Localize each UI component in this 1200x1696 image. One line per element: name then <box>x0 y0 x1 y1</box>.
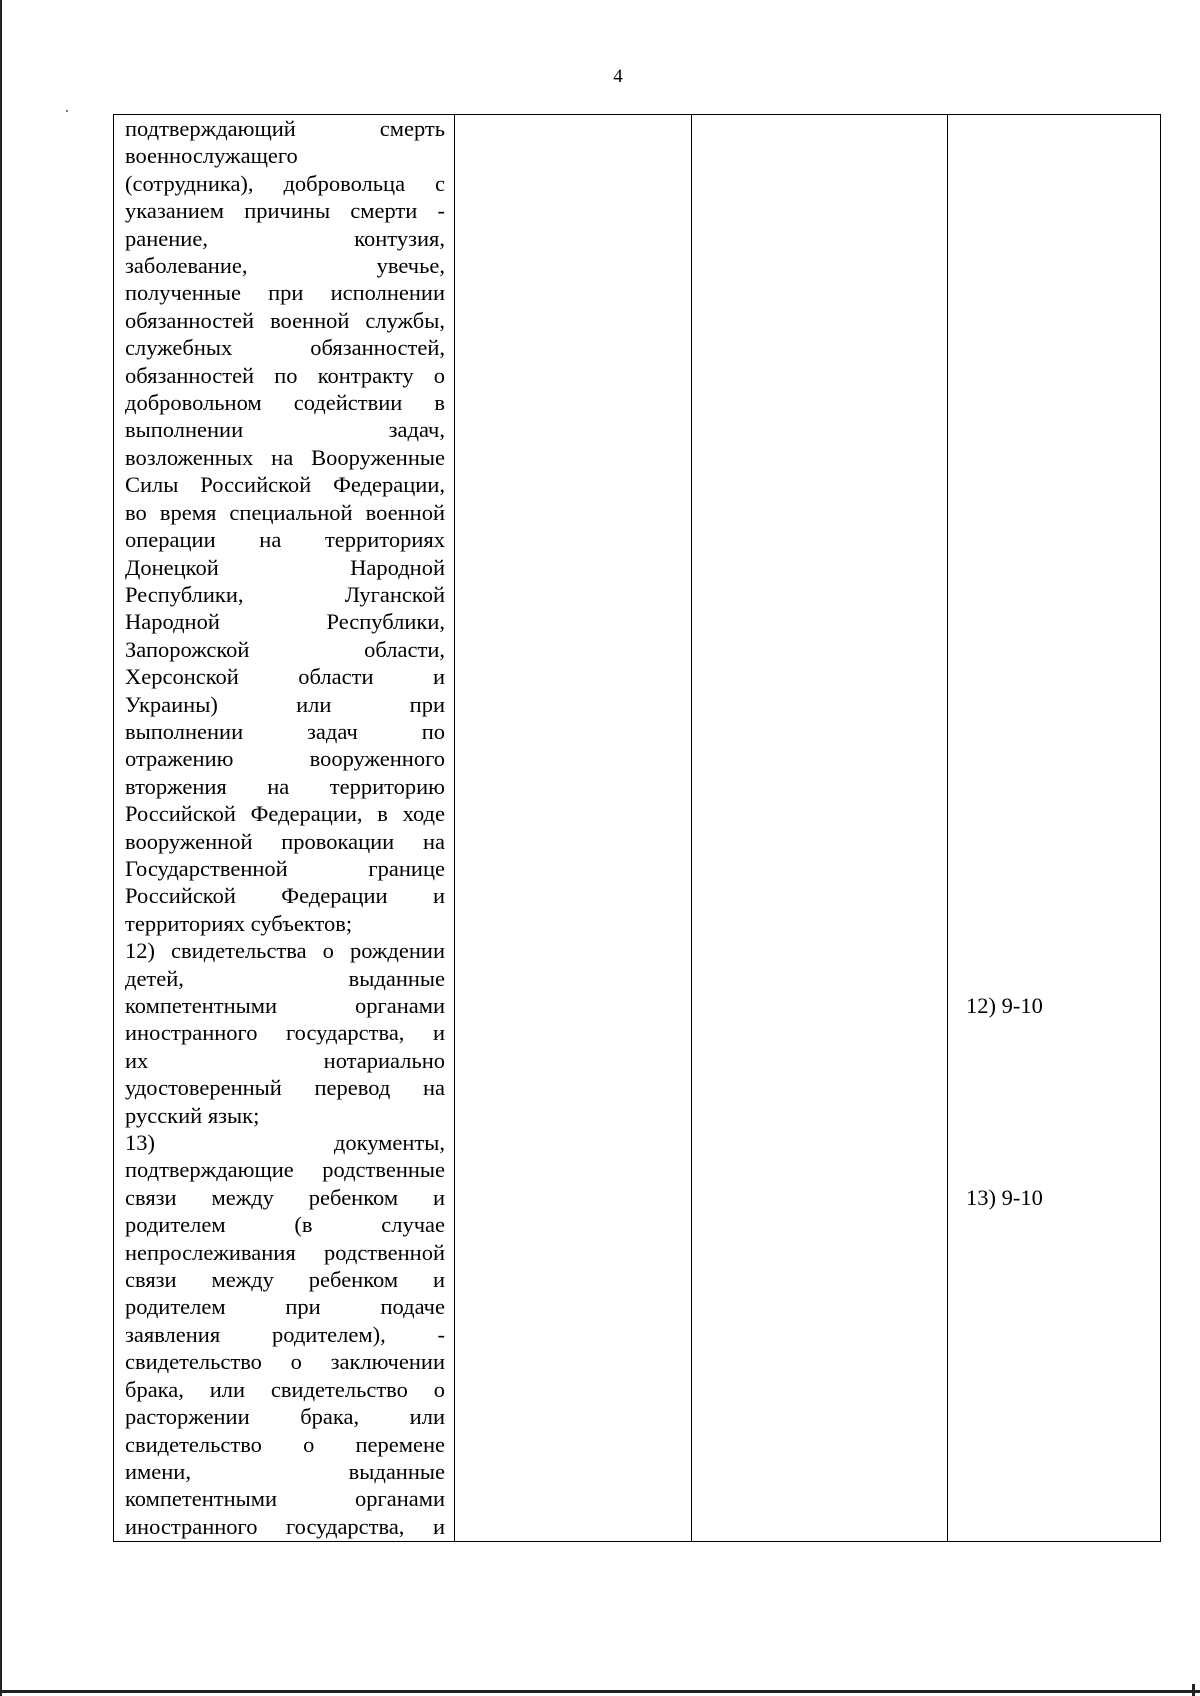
column-divider-3 <box>947 115 948 1541</box>
description-line: во время специальной военной <box>125 499 445 525</box>
description-line: подтверждающий смерть <box>125 116 445 141</box>
scan-edge-mark <box>1192 1684 1195 1696</box>
description-line: подтверждающие родственные <box>125 1157 445 1183</box>
scan-artifact <box>66 110 68 112</box>
column-divider-2 <box>691 115 692 1541</box>
description-line: указанием причины смерти - <box>125 198 445 224</box>
description-line: родителем (в случае <box>125 1212 445 1238</box>
description-line: полученные при исполнении <box>125 280 445 306</box>
document-description-column <box>125 115 445 1540</box>
description-line: Народной Республики, <box>125 609 445 635</box>
description-line: родителем при подаче <box>125 1294 445 1320</box>
description-line: их нотариально <box>125 1047 445 1073</box>
description-line: связи между ребенком и <box>125 1184 445 1210</box>
description-line: вооруженной провокации на <box>125 828 445 854</box>
description-line: связи между ребенком и <box>125 1267 445 1293</box>
description-line: отражению вооруженного <box>125 746 445 772</box>
description-line: обязанностей по контракту о <box>125 362 445 388</box>
description-line: ранение, контузия, <box>125 225 445 251</box>
description-line: добровольном содействии в <box>125 390 445 416</box>
description-line: компетентными органами <box>125 1486 445 1512</box>
description-line: Российской Федерации и <box>125 883 445 909</box>
description-line: Государственной границе <box>125 855 445 881</box>
description-line: заболевание, увечье, <box>125 253 445 279</box>
description-line: русский язык; <box>125 1102 260 1128</box>
description-line: вторжения на территорию <box>125 773 445 799</box>
description-line: Республики, Луганской <box>125 581 445 607</box>
description-line: обязанностей военной службы, <box>125 307 445 333</box>
description-line: иностранного государства, и <box>125 1513 445 1539</box>
description-line: свидетельство о перемене <box>125 1431 445 1457</box>
description-line: военнослужащего <box>125 143 298 169</box>
description-line: компетентными органами <box>125 993 445 1018</box>
description-line: детей, выданные <box>125 965 445 991</box>
page-number: 4 <box>613 66 623 87</box>
description-line: Силы Российской Федерации, <box>125 472 445 498</box>
description-line: 12) свидетельства о рождении <box>125 938 445 964</box>
description-line: расторжении брака, или <box>125 1404 445 1430</box>
description-line: имени, выданные <box>125 1458 445 1484</box>
description-line: Донецкой Народной <box>125 554 445 580</box>
description-line: выполнении задач, <box>125 417 445 443</box>
description-line: Херсонской области и <box>125 664 445 690</box>
description-line: выполнении задач по <box>125 718 445 744</box>
description-line: 13) документы, <box>125 1130 445 1156</box>
description-line: непрослеживания родственной <box>125 1239 445 1265</box>
description-line: заявления родителем), - <box>125 1321 445 1347</box>
description-line: удостоверенный перевод на <box>125 1075 445 1101</box>
description-line: иностранного государства, и <box>125 1020 445 1046</box>
description-line: возложенных на Вооруженные <box>125 444 445 470</box>
column-divider-1 <box>454 115 455 1541</box>
description-line: Запорожской области, <box>125 636 445 662</box>
reference-pages-12: 12) 9-10 <box>966 993 1043 1018</box>
description-line: Украины) или при <box>125 691 445 717</box>
description-line: операции на территориях <box>125 527 445 553</box>
page-bottom-border <box>0 1690 1200 1693</box>
description-line: брака, или свидетельство о <box>125 1376 445 1402</box>
reference-pages-13: 13) 9-10 <box>966 1185 1043 1210</box>
description-line: служебных обязанностей, <box>125 335 445 361</box>
description-line: Российской Федерации, в ходе <box>125 801 445 827</box>
description-line: территориях субъектов; <box>125 910 353 936</box>
page-left-border <box>0 0 2 1696</box>
description-line: (сотрудника), добровольца с <box>125 170 445 196</box>
description-line: свидетельство о заключении <box>125 1349 445 1375</box>
document-table <box>113 114 1161 1542</box>
